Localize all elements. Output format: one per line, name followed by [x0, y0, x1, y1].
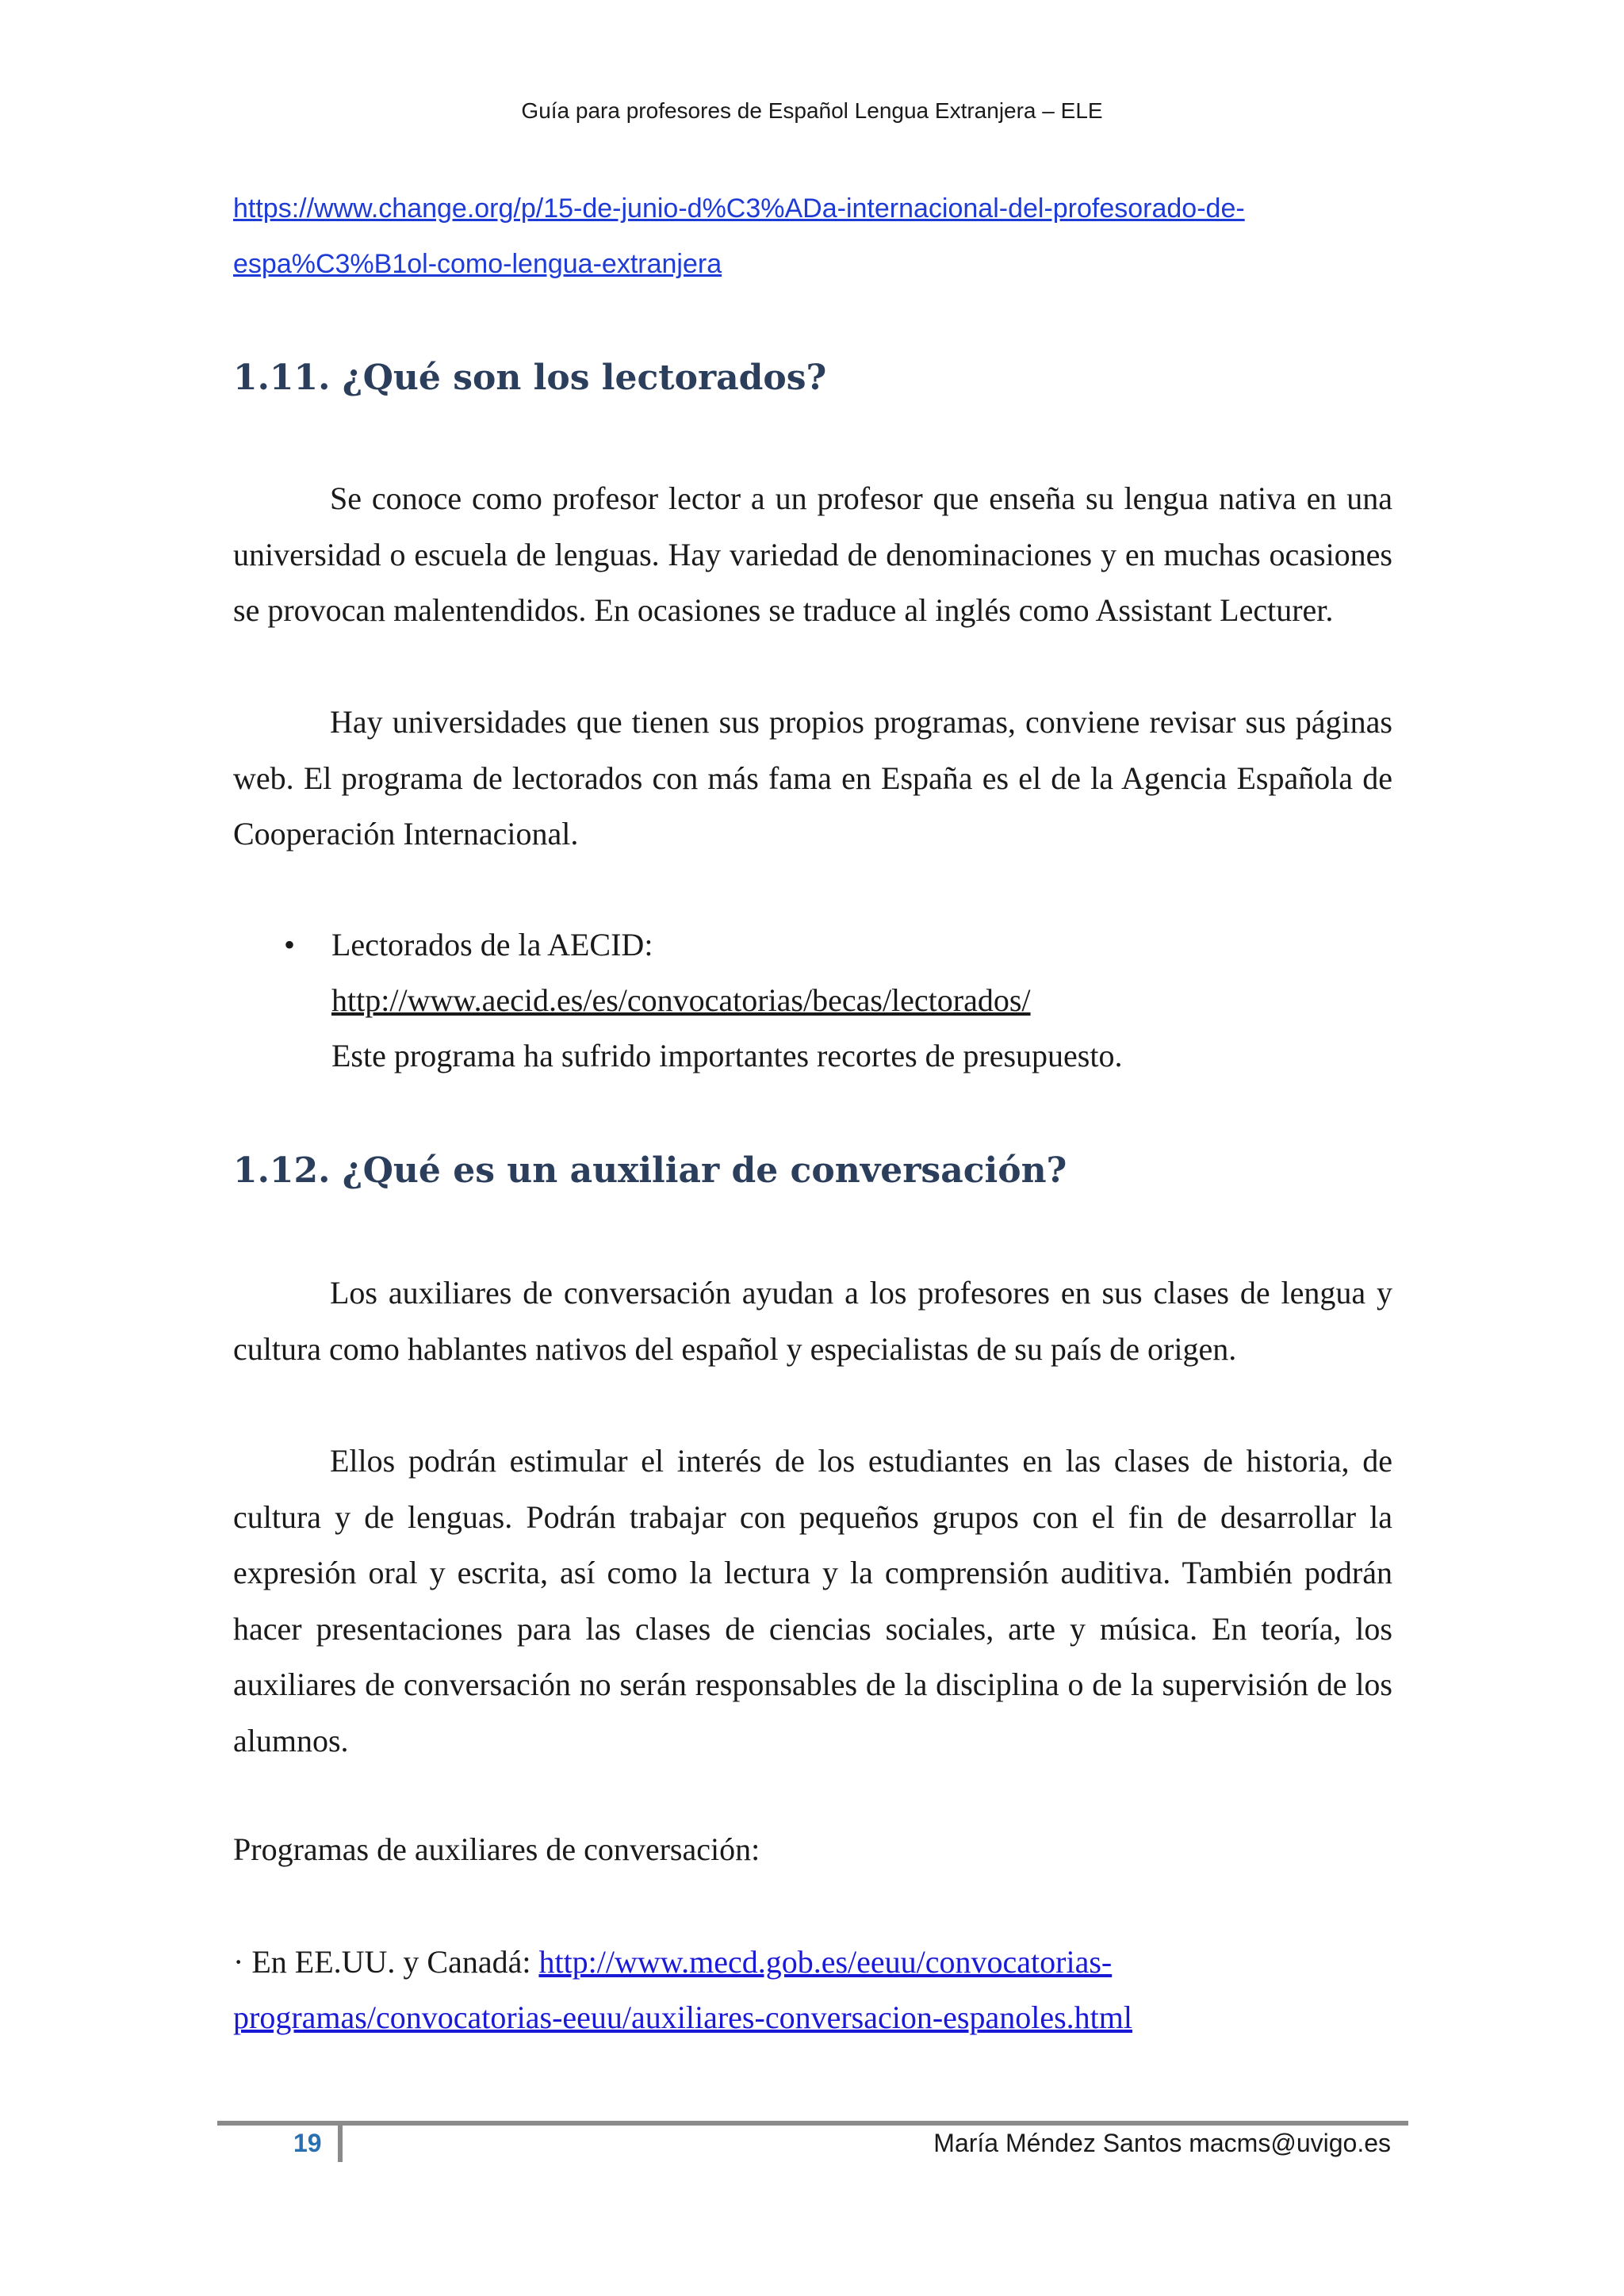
page-number: 19	[293, 2129, 322, 2157]
change-org-link-line1[interactable]: https://www.change.org/p/15-de-junio-d%C3%ADa-internacional-del-profesorado-de-	[233, 193, 1245, 224]
bullet-aecid-title: Lectorados de la AECID:	[331, 927, 653, 962]
footer-rule	[217, 2121, 1408, 2126]
mecd-link-line2[interactable]: programas/convocatorias-eeuu/auxiliares-conversacion-espanoles.html	[233, 1999, 1133, 2035]
usa-canada-line	[233, 1943, 1112, 1980]
aecid-link[interactable]: http://www.aecid.es/es/convocatorias/becas/lectorados/	[331, 982, 1031, 1018]
running-header: Guía para profesores de Español Lengua Extranjera – ELE	[521, 98, 1103, 123]
bullet-dot: •	[284, 927, 296, 962]
paragraph-lector-programs: Hay universidades que tienen sus propios programas, conviene revisar sus páginas web. El programa de lectorados con más fama en España es el de la Agencia Española de Cooperación Internacional.	[233, 704, 1392, 851]
footer-separator	[338, 2121, 343, 2162]
usa-canada-prefix: · En EE.UU. y Canadá:	[233, 1944, 539, 1980]
section-heading-lectorados: 1.11. ¿Qué son los lectorados?	[233, 358, 827, 398]
aecid-budget-note: Este programa ha sufrido importantes recortes de presupuesto.	[331, 1038, 1123, 1073]
paragraph-lector-definition: Se conoce como profesor lector a un profesor que enseña su lengua nativa en una universidad o escuela de lenguas. Hay variedad de denominaciones y en muchas ocasiones se provocan malentendidos. En ocasiones se traduce al inglés como Assistant Lecturer.	[233, 480, 1392, 628]
mecd-link-line1[interactable]: http://www.mecd.gob.es/eeuu/convocatorias-	[538, 1944, 1113, 1980]
programs-label: Programas de auxiliares de conversación:	[233, 1831, 760, 1867]
paragraph-auxiliar-definition: Los auxiliares de conversación ayudan a los profesores en sus clases de lengua y cultura como hablantes nativos del español y especialistas de su país de origen.	[233, 1275, 1392, 1367]
paragraph-auxiliar-tasks: Ellos podrán estimular el interés de los estudiantes en las clases de historia, de cultura y de lenguas. Podrán trabajar con pequeños grupos con el fin de desarrollar la expresión oral y escrita, así como la lectura y la comprensión auditiva. También podrán hacer presentaciones para las clases de ciencias sociales, arte y música. En teoría, los auxiliares de conversación no serán responsables de la disciplina o de la supervisión de los alumnos.	[233, 1443, 1392, 1758]
section-heading-auxiliar: 1.12. ¿Qué es un auxiliar de conversación?	[233, 1150, 1067, 1191]
footer-author: María Méndez Santos macms@uvigo.es	[933, 2129, 1391, 2157]
change-org-link-line2[interactable]: espa%C3%B1ol-como-lengua-extranjera	[233, 249, 722, 279]
